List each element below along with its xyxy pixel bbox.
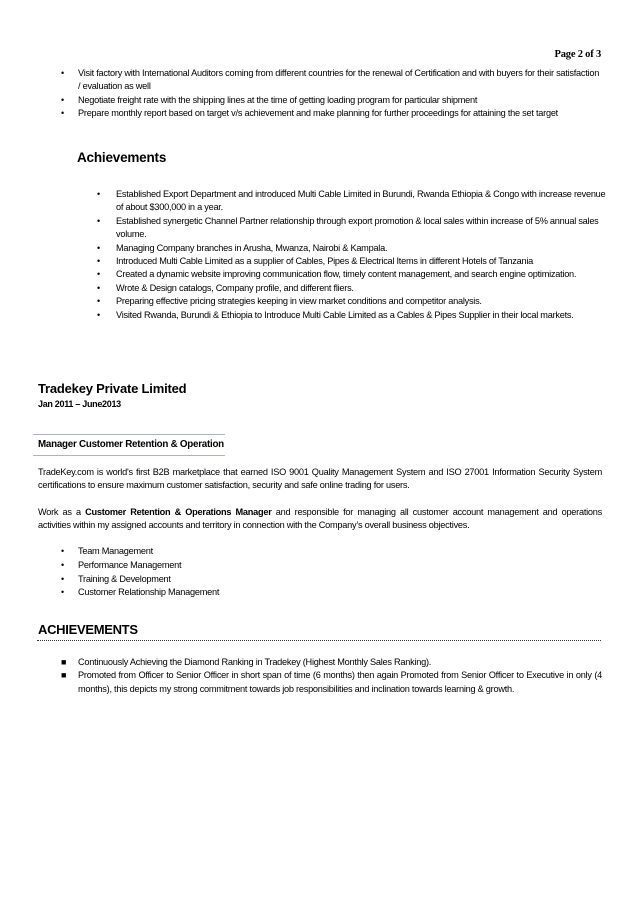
list-item-text: Visit factory with International Auditors coming from different countries for the renewal of Certification and with buyers for their satisfaction / evaluation as well <box>78 68 600 92</box>
list-item-text: Prepare monthly report based on target v/s achievement and make planning for further proceedings for attaining the set target <box>78 108 558 119</box>
previous-role-duties-list <box>61 67 603 121</box>
bullet-icon: • <box>97 189 100 199</box>
skills-list <box>61 545 378 600</box>
bullet-icon: • <box>97 242 100 253</box>
list-item-text: Wrote & Design catalogs, Company profile, and different fliers. <box>116 282 354 293</box>
list-item <box>61 656 602 669</box>
list-item <box>61 586 378 600</box>
list-item-text: Managing Company branches in Arusha, Mwanza, Nairobi & Kampala. <box>116 242 388 253</box>
list-item-text: Continuously Achieving the Diamond Ranking in Tradekey (Highest Monthly Sales Ranking). <box>78 657 432 667</box>
list-item <box>97 295 606 308</box>
square-bullet-icon: ■ <box>61 657 67 667</box>
bullet-icon: • <box>97 269 100 280</box>
list-item <box>97 282 606 295</box>
role-title-top-divider <box>33 434 225 435</box>
role-description-rest: and responsible for managing all customer account management and operations activities within my assigned accounts and territory in connection with the Company’s overall business objectives. <box>38 507 602 531</box>
list-item <box>61 94 603 107</box>
bullet-icon: • <box>97 215 100 226</box>
bullet-icon: • <box>61 573 64 584</box>
list-item-text: Established synergetic Channel Partner relationship through export promotion & local sales within increase of 5% annual sales volume. <box>116 215 599 240</box>
list-item <box>97 215 606 242</box>
role-description-intro: Work as a <box>38 507 86 517</box>
achievements-heading: Achievements <box>77 150 167 165</box>
employment-dates: Jan 2011 – June2013 <box>38 399 121 409</box>
list-item-text: Visited Rwanda, Burundi & Ethiopia to Introduce Multi Cable Limited as a Cables & Pipes Supplier in their local markets. <box>116 309 574 320</box>
bullet-icon: • <box>97 282 100 293</box>
list-item <box>97 188 606 215</box>
role-description-title: Customer Retention & Operations Manager <box>85 507 272 517</box>
role-title: Manager Customer Retention & Operation <box>38 439 224 450</box>
list-item-text: Team Management <box>78 546 153 556</box>
page-number: Page 2 of 3 <box>554 49 601 60</box>
square-bullet-icon: ■ <box>61 670 67 681</box>
bullet-icon: • <box>61 68 64 78</box>
list-item <box>97 309 606 322</box>
list-item <box>61 669 602 696</box>
list-item <box>61 545 378 559</box>
list-item-text: Created a dynamic website improving communication flow, timely content management, and search engine optimization. <box>116 269 577 280</box>
bullet-icon: • <box>61 559 64 570</box>
role-title-bottom-divider <box>33 455 225 456</box>
list-item <box>97 242 606 255</box>
list-item <box>61 107 603 120</box>
list-item-text: Preparing effective pricing strategies keeping in view market conditions and competitor analysis. <box>116 296 482 307</box>
section-divider <box>37 640 601 641</box>
list-item <box>61 573 378 587</box>
list-item <box>61 559 378 573</box>
list-item-text: Training & Development <box>78 573 171 584</box>
list-item-text: Customer Relationship Management <box>78 587 220 598</box>
bullet-icon: • <box>97 296 100 307</box>
bullet-icon: • <box>97 256 100 267</box>
bullet-icon: • <box>61 546 64 556</box>
list-item-text: Introduced Multi Cable Limited as a supplier of Cables, Pipes & Electrical Items in different Hotels of Tanzania <box>116 256 533 267</box>
company-name: Tradekey Private Limited <box>38 381 187 396</box>
tradekey-achievements-list <box>61 656 602 696</box>
achievements-list <box>97 188 606 322</box>
list-item <box>97 255 606 268</box>
list-item-text: Negotiate freight rate with the shipping lines at the time of getting loading program for particular shipment <box>78 94 478 105</box>
bullet-icon: • <box>97 309 100 320</box>
list-item-text: Established Export Department and introduced Multi Cable Limited in Burundi, Rwanda Ethiopia & Congo with increase revenue of about $300,000 in a year. <box>116 189 606 213</box>
bullet-icon: • <box>61 108 64 119</box>
bullet-icon: • <box>61 587 64 598</box>
list-item <box>61 67 603 94</box>
list-item <box>97 268 606 281</box>
company-description: TradeKey.com is world's first B2B marketplace that earned ISO 9001 Quality Management System and ISO 27001 Information Security System certifications to ensure maximum customer satisfaction, security and safe online trading for users. <box>38 467 602 491</box>
achievements-caps-heading: ACHIEVEMENTS <box>38 622 138 637</box>
bullet-icon: • <box>61 94 64 105</box>
list-item-text: Performance Management <box>78 559 182 570</box>
role-description <box>38 506 602 533</box>
list-item-text: Promoted from Officer to Senior Officer in short span of time (6 months) then again Promoted from Senior Officer to Executive in only (4 months), this depicts my strong commitment towards job responsibilities and inclination towards learning & growth. <box>78 670 602 694</box>
